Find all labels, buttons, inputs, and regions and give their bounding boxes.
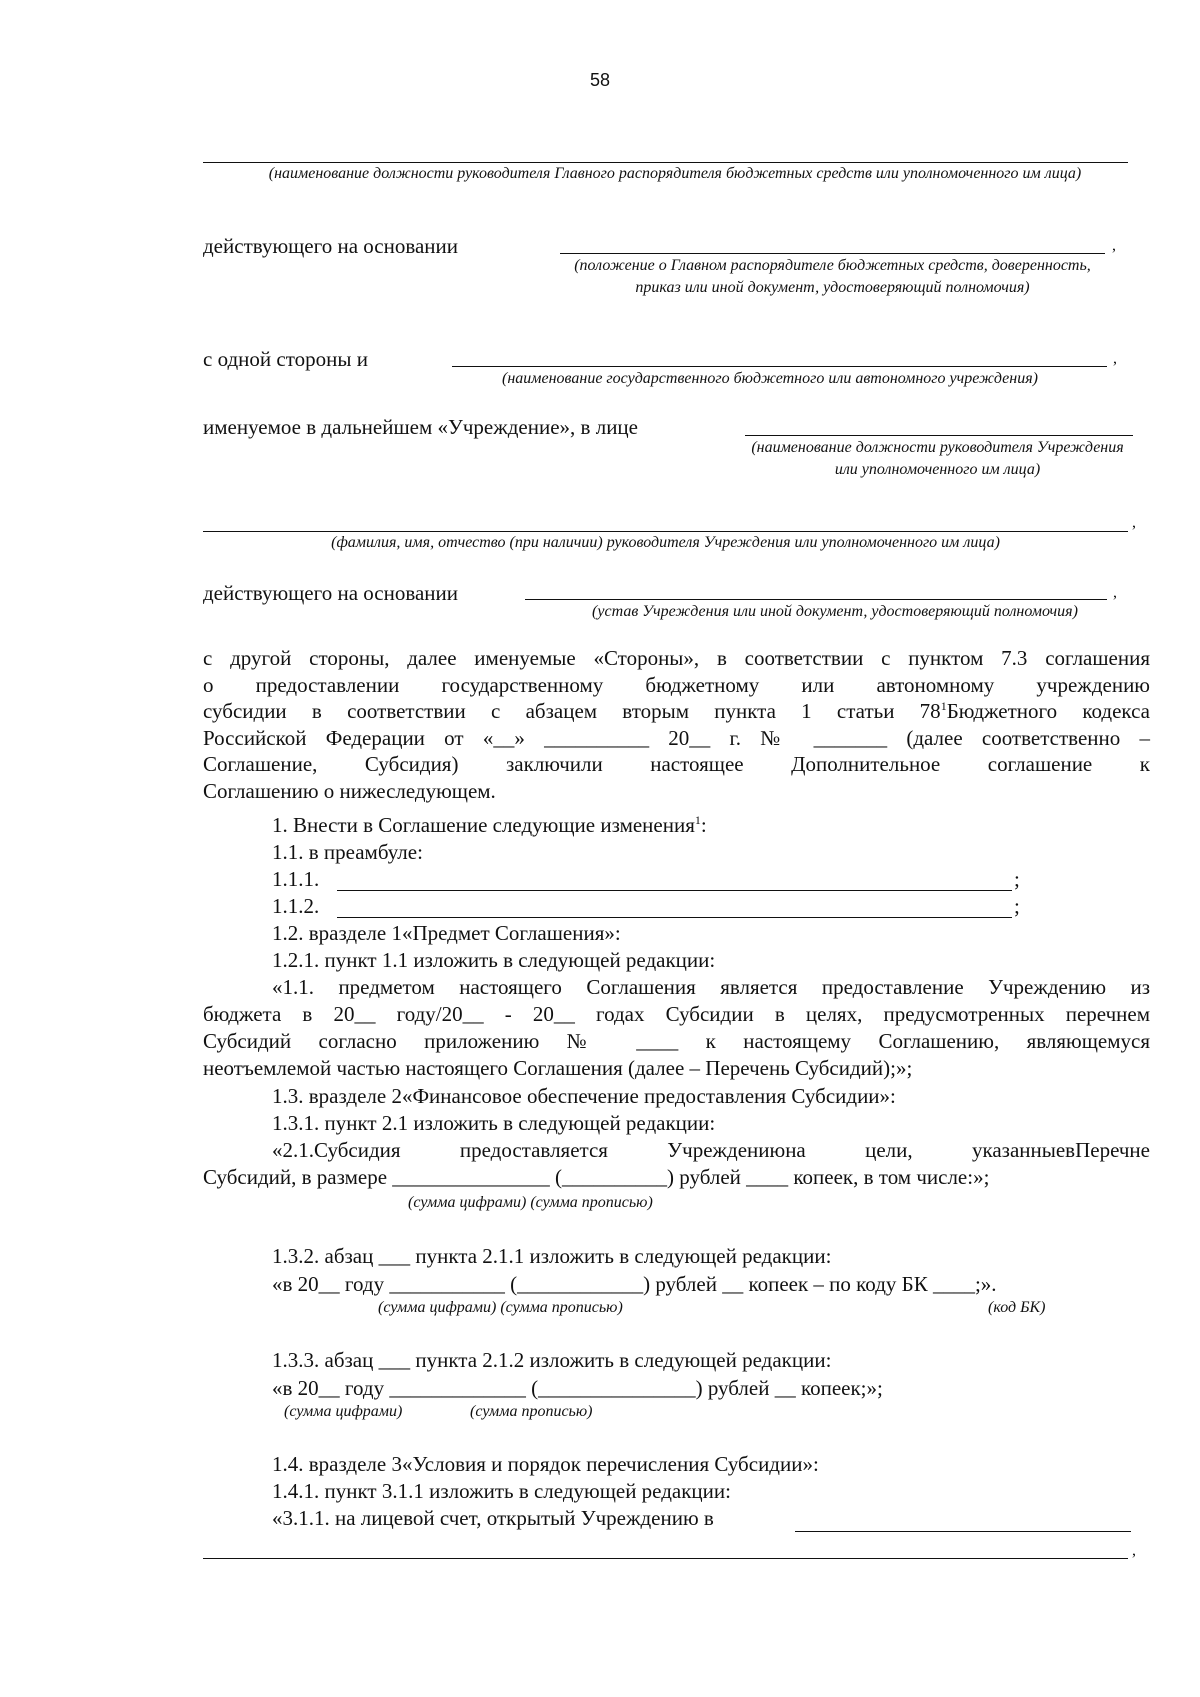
representative-caption: (наименование должности руководителя Учреждения или уполномоченного им лица) [751,439,1124,478]
item-1-3: 1.3. вразделе 2«Финансовое обеспечение предоставления Субсидии»: [272,1084,896,1108]
intro-line-6: Соглашению о нижеследующем. [203,778,496,803]
item-1-3-2-text: «в 20__ году ___________ (____________) рублей __ копеек – по коду БК ____;». [272,1272,997,1296]
item-1-1-1-label: 1.1.1. [272,867,320,891]
item-1-4-1: 1.4.1. пункт 3.1.1 изложить в следующей редакции: [272,1479,731,1503]
basis-label-2: действующего на основании [203,581,459,605]
clause-2-1-text [203,1137,1150,1191]
representative-fill-line [745,435,1133,436]
page-number: 58 [589,70,611,90]
clause-1-1-line-1: «1.1. предметом настоящего Соглашения является предоставление Учреждению из [272,975,1150,999]
basis-caption-1: (положение о Главном распорядителе бюджетных средств, доверенность, приказ или иной документ, удостоверяющий полномочия) [574,257,1091,296]
clause-2-1-line-1: «2.1.Субсидия предоставляется Учреждениюна цели, указанныевПеречне [272,1138,1150,1162]
basis-comma-2: , [1113,584,1117,601]
basis-fill-line-1 [560,253,1105,254]
intro-paragraph [203,645,1150,804]
account-fill-line [795,1531,1131,1532]
fio-comma: , [1132,514,1136,531]
clause-1-1-line-3: Субсидий согласно приложению № ____ к настоящему Соглашению, являющемуся [203,1029,1150,1053]
item-1-2-1: 1.2.1. пункт 1.1 изложить в следующей редакции: [272,948,716,972]
intro-line-1: с другой стороны, далее именуемые «Стороны», в соответствии с пунктом 7.3 соглашения [203,646,1150,670]
item-1-3-3-text: «в 20__ году _____________ (_______________) рублей __ копеек;»; [272,1376,883,1400]
basis-fill-line-2 [525,599,1107,600]
intro-line-3: субсидии в соответствии с абзацем вторым пункта 1 статьи $78^1Бюджетного$ кодекса [203,699,1150,723]
item-1-3-2-caption-code: (код БК) [988,1299,1046,1316]
basis-caption-2: (устав Учреждения или иной документ, удостоверяющий полномочия) [592,603,1078,620]
item-1-3-3: 1.3.3. абзац ___ пункта 2.1.2 изложить в следующей редакции: [272,1348,832,1372]
institution-fill-line [452,366,1107,367]
item-1-1-2-label: 1.1.2. [272,894,320,918]
header-caption: (наименование должности руководителя Главного распорядителя бюджетных средств или уполномоченного им лица) [268,165,1082,182]
clause-2-1-line-2: Субсидий, в размере _______________ (__________) рублей ____ копеек, в том числе:»; [203,1165,990,1189]
item-1-3-2: 1.3.2. абзац ___ пункта 2.1.1 изложить в следующей редакции: [272,1244,832,1268]
basis-label-1: действующего на основании [203,234,459,258]
intro-line-2: о предоставлении государственному бюджетному или автономному учреждению [203,672,1150,697]
clause-3-1-1-text: «3.1.1. на лицевой счет, открытый Учреждению в [272,1506,714,1530]
institution-comma: , [1113,350,1117,367]
item-1-3-3-caption-figures: (сумма цифрами) [284,1403,403,1420]
clause-2-1-caption: (сумма цифрами) (сумма прописью) [408,1194,653,1211]
item-1-1-2-semicolon: ; [1014,894,1020,918]
fio-caption: (фамилия, имя, отчество (при наличии) руководителя Учреждения или уполномоченного им лица) [331,534,1000,551]
basis-comma-1: , [1112,237,1116,254]
clause-1-1-line-4: неотъемлемой частью настоящего Соглашения (далее – Перечень Субсидий);»; [203,1056,913,1080]
represented-label: именуемое в дальнейшем «Учреждение», в лице [203,415,638,439]
item-1-1-2-fill-line [337,917,1012,918]
item-1-1-1-semicolon: ; [1014,867,1020,891]
item-1: 1. Внести в Соглашение следующие изменения$^1$: [272,813,707,837]
item-1-3-3-caption-words: (сумма прописью) [470,1403,593,1420]
intro-line-5: Соглашение, Субсидия) заключили настоящее Дополнительное соглашение к [203,752,1150,776]
item-1-1: 1.1. в преамбуле: [272,840,423,864]
item-1-3-1: 1.3.1. пункт 2.1 изложить в следующей редакции: [272,1111,716,1135]
clause-1-1-line-2: бюджета в 20__ году/20__ - 20__ годах Субсидии в целях, предусмотренных перечнем [203,1002,1150,1026]
item-1-1-1-fill-line [337,890,1012,891]
one-side-label: с одной стороны и [203,347,368,371]
item-1-4: 1.4. вразделе 3«Условия и порядок перечисления Субсидии»: [272,1452,819,1476]
item-1-3-2-caption-sums: (сумма цифрами) (сумма прописью) [378,1299,623,1316]
account-comma: , [1132,1542,1136,1559]
item-1-2: 1.2. вразделе 1«Предмет Соглашения»: [272,921,621,945]
clause-1-1-text [203,974,1150,1082]
account-fill-line-2 [203,1558,1128,1559]
institution-caption: (наименование государственного бюджетного или автономного учреждения) [502,370,1038,387]
intro-line-4: Российской Федерации от «__» __________ 20__ г. № _______ (далее соответственно – [203,725,1150,750]
